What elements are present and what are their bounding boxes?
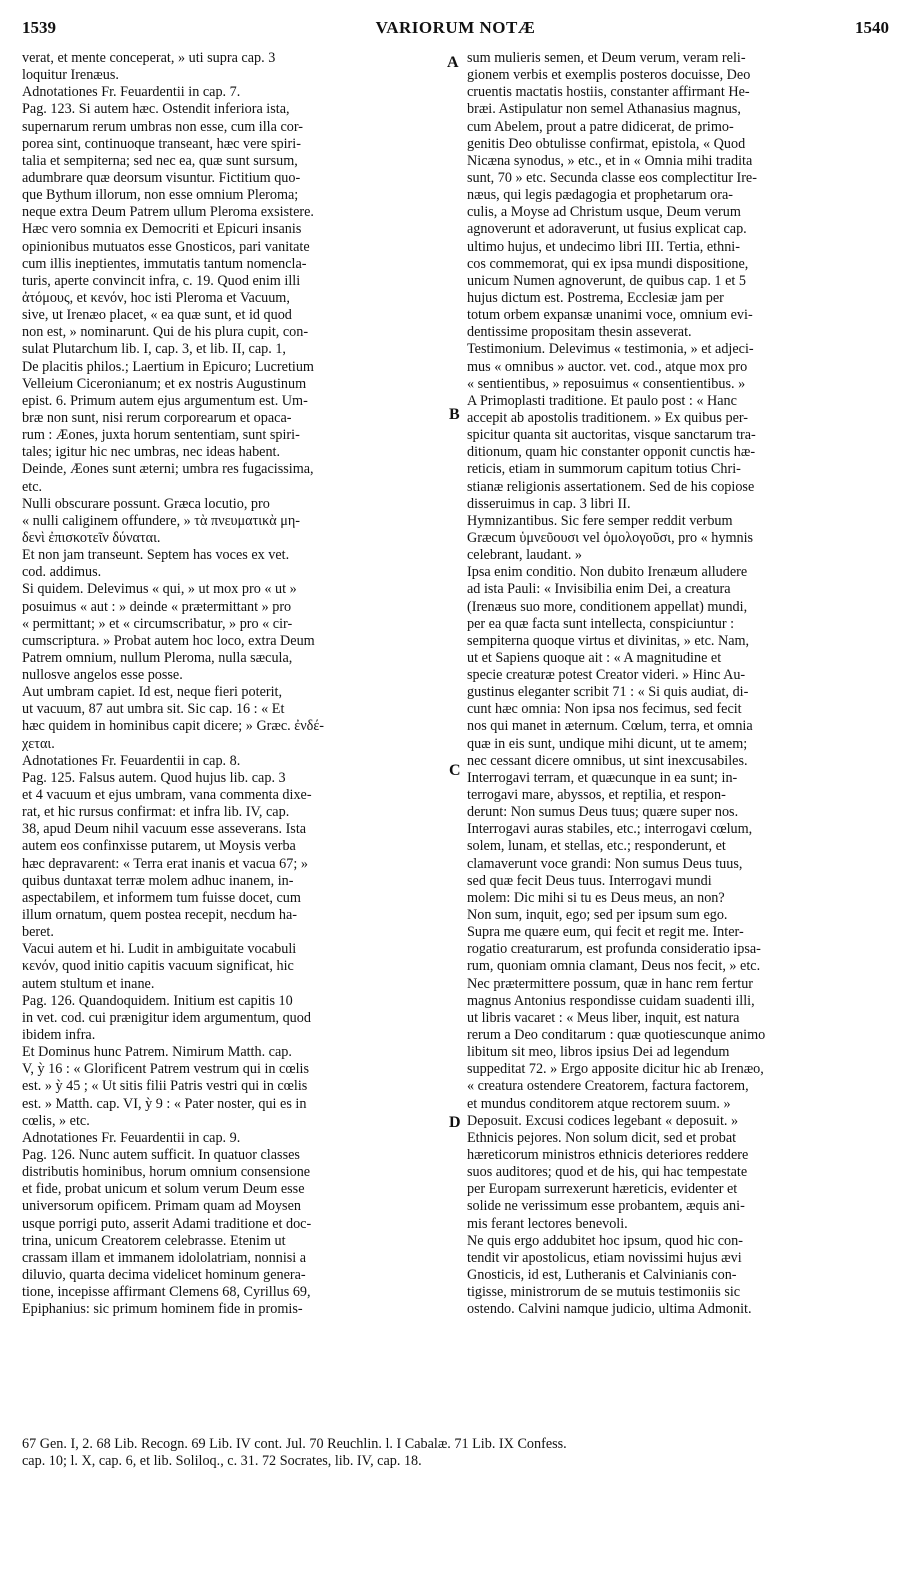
text-line: culis, a Moyse ad Christum usque, Deum verum [467, 204, 741, 221]
text-line: cod. addimus. [22, 564, 102, 581]
text-line: aspectabilem, et informem tum fuisse docet, cum [22, 889, 301, 906]
text-line: De placitis philos.; Laertium in Epicuro; Lucretium [22, 358, 314, 375]
text-line: beret. [22, 924, 54, 941]
text-line: talia et sempiterna; sed nec ea, quæ sunt sursum, [22, 152, 298, 169]
text-line: Non sum, inquit, ego; sed per ipsum sum ego. [467, 907, 728, 924]
text-line: Velleium Ciceronianum; et ex nostris Augustinum [22, 375, 307, 392]
right-page-number: 1540 [855, 18, 889, 37]
text-line: epist. 6. Primum autem ejus argumentum est. Um- [22, 392, 308, 409]
text-line: turis, aperte convincit infra, c. 19. Quod enim illi [22, 272, 301, 289]
text-line: Nulli obscurare possunt. Græca locutio, pro [22, 495, 270, 512]
footnote-line: cap. 10; l. X, cap. 6, et lib. Soliloq., c. 31. 72 Socrates, lib. IV, cap. 18. [22, 1453, 422, 1470]
text-line: est. » ỳ 45 ; « Ut sitis filii Patris vestri qui in cœlis [22, 1078, 308, 1095]
text-line: disseruimus in cap. 3 libri II. [467, 495, 631, 512]
text-line: ἀτόμους, et κενόν, hoc isti Pleroma et Vacuum, [22, 289, 290, 306]
text-line: terrogavi mare, abyssos, et reptilia, et respon- [467, 787, 726, 804]
text-line: Testimonium. Delevimus « testimonia, » et adjeci- [467, 341, 754, 358]
text-line: gustinus eleganter scribit 71 : « Si quis audiat, di- [467, 684, 749, 701]
text-line: Pag. 126. Nunc autem sufficit. In quatuor classes [22, 1147, 300, 1163]
footnotes [22, 1436, 889, 1470]
text-line: Interrogavi auras stabiles, etc.; interrogavi cœlum, [467, 821, 753, 838]
text-line: derunt: Non sumus Deus tuus; quære super nos. [467, 804, 739, 821]
text-line: Si quidem. Delevimus « qui, » ut mox pro « ut » [22, 581, 297, 598]
text-line: tigisse, ministrorum de se mutuis testimoniis sic [467, 1284, 741, 1301]
text-line: Aut umbram capiet. Id est, neque fieri poterit, [22, 684, 283, 701]
footnote-line: 67 Gen. I, 2. 68 Lib. Recogn. 69 Lib. IV cont. Jul. 70 Reuchlin. l. I Cabalæ. 71 Lib. IX Confess. [22, 1436, 567, 1452]
text-line: supernarum rerum umbras non esse, cum illa cor- [22, 118, 304, 135]
text-line: Pag. 125. Falsus autem. Quod hujus lib. cap. 3 [22, 769, 286, 786]
text-line: sed quæ fecit Deus tuus. Interrogavi mundi [467, 872, 712, 889]
text-line: quæ in eis sunt, undique mihi dicunt, ut te amem; [467, 735, 748, 752]
text-line: dentissime propositam thesin asseverat. [467, 324, 692, 341]
margin-marker-c: C [449, 762, 461, 779]
text-line: agnoverunt et adoraverunt, ut fusius explicat cap. [467, 221, 747, 238]
text-line: quibus duntaxat terræ molem adhuc inanem, in- [22, 872, 294, 889]
text-line: (Irenæus suo more, conditionem appellat) mundi, [467, 598, 748, 615]
text-line: 38, apud Deum nihil vacuum esse asseverans. Ista [22, 821, 307, 838]
right-column [467, 50, 889, 1318]
text-line: ad ista Pauli: « Invisibilia enim Dei, a creatura [467, 581, 731, 598]
text-line: Deposuit. Excusi codices legebant « deposuit. » [467, 1112, 739, 1129]
text-line: que Bythum illorum, non esse omnium Pleroma; [22, 187, 299, 204]
left-page-number: 1539 [22, 18, 56, 37]
text-line: accepit ab apostolis traditionem. » Ex quibus per- [467, 409, 749, 426]
text-line: genitis Deo obtulisse confirmat, epistola, « Quod [467, 135, 746, 152]
text-line: Adnotationes Fr. Feuardentii in cap. 9. [22, 1129, 241, 1146]
text-line: cos commemorat, qui ex ipsa mundi dispositione, [467, 255, 749, 272]
text-line: ut vacuum, 87 aut umbra sit. Sic cap. 16 : « Et [22, 701, 285, 718]
text-line: et mundus conditorem atque rectorem suum. » [467, 1095, 731, 1112]
margin-marker-d: D [449, 1114, 461, 1131]
text-line: loquitur Irenæus. [22, 67, 119, 84]
text-line: tales; igitur hic nec umbras, nec ideas habent. [22, 444, 281, 461]
text-line: næus, qui legis pædagogia et prophetarum ora- [467, 187, 733, 204]
text-line: rum, quoniam omnia clamant, Deus nos fecit, » etc. [467, 958, 761, 975]
text-line: mis ferant lectores benevoli. [467, 1215, 628, 1232]
text-line: posuimus « aut : » deinde « prætermittant » pro [22, 598, 292, 615]
text-line: ut et Sapiens quoque ait : « A magnitudine et [467, 649, 722, 666]
text-line: universorum opificem. Primam quam ad Moysen [22, 1198, 301, 1215]
text-line: cum Abelem, prout a patre didicerat, de primo- [467, 118, 734, 135]
text-line: crassam illam et immanem idololatriam, nonnisi a [22, 1249, 307, 1266]
text-line: « creatura ostendere Creatorem, factura factorem, [467, 1078, 749, 1095]
text-line: bræ non sunt, nisi rerum corporearum et opaca- [22, 409, 292, 426]
text-line: Ethnicis pejores. Non solum dicit, sed et probat [467, 1129, 737, 1146]
text-line: Pag. 123. Si autem hæc. Ostendit inferiora ista, [22, 101, 290, 118]
text-line: porea sint, continuoque transeant, hæc vere spiri- [22, 135, 301, 152]
text-line: ibidem infra. [22, 1027, 96, 1044]
text-line: per Europam surrexerunt hæreticis, evidenter et [467, 1181, 738, 1198]
text-line: rum : Æones, juxta horum sententiam, sunt spiri- [22, 427, 300, 444]
text-line: Græcum ὑμνεῦουσι vel ὁμολογοῦσι, pro « hymnis [467, 529, 754, 546]
text-line: opinionibus mutuatos esse Gnosticos, pari vanitate [22, 238, 310, 255]
text-line: magnus Antonius respondisse cuidam suadenti illi, [467, 992, 755, 1009]
text-line: χεται. [22, 735, 55, 752]
text-line: molem: Dic mihi si tu es Deus meus, an non? [467, 889, 725, 906]
text-line: sunt, 70 » etc. Secunda classe eos complectitur Ire- [467, 169, 757, 186]
text-line: sulat Plutarchum lib. I, cap. 3, et lib. II, cap. 1, [22, 341, 286, 358]
text-line: V, ỳ 16 : « Glorificent Patrem vestrum qui in cœlis [22, 1061, 309, 1078]
text-line: libitum sit meo, libros ipsius Dei ad legendum [467, 1044, 730, 1061]
text-line: specie creaturæ potest Creator videri. » Hinc Au- [467, 667, 746, 684]
text-line: usque porrigi puto, asserit Adami traditione et doc- [22, 1215, 312, 1232]
text-line: mus « omnibus » auctor. vet. cod., atque mox pro [467, 358, 748, 375]
text-line: autem stultum et inane. [22, 975, 155, 992]
text-line: sive, ut Irenæo placet, « ea quæ sunt, et id quod [22, 307, 292, 324]
text-line: « permittant; » et « circumscribatur, » pro « cir- [22, 615, 293, 632]
text-line: cunt hæc omnia: Non ipsa nos fecimus, sed fecit [467, 701, 742, 718]
text-line: Adnotationes Fr. Feuardentii in cap. 7. [22, 84, 241, 101]
text-line: unicum Numen agnoverunt, de quibus cap. 1 et 5 [467, 272, 746, 289]
text-line: bræi. Astipulatur non semel Athanasius magnus, [467, 101, 741, 118]
text-line: et 4 vacuum et ejus umbram, vana commenta dixe- [22, 787, 312, 804]
text-line: stianæ religionis assertationem. Sed de his copiose [467, 478, 755, 495]
text-line: et fide, probat unicum et solum verum Deum esse [22, 1181, 305, 1198]
text-line: solem, lunam, et stellas, etc.; responderunt, et [467, 838, 726, 855]
text-line: nec cessant dicere omnibus, ut sint inexcusabiles. [467, 752, 748, 769]
running-title: VARIORUM NOTÆ [375, 18, 536, 37]
text-line: Vacui autem et hi. Ludit in ambiguitate vocabuli [22, 941, 297, 958]
text-line: totum orbem expansæ unanimi voce, omnium evi- [467, 307, 753, 324]
text-line: hujus dictum est. Postrema, Ecclesiæ jam per [467, 289, 724, 306]
text-line: illum ornatum, quem postea recepit, necdum ha- [22, 907, 297, 924]
text-line: ut libris vacaret : « Meus liber, inquit, est natura [467, 1009, 740, 1026]
left-column [22, 50, 444, 1318]
text-line: clamaverunt voce grandi: Non sumus Deus tuus, [467, 855, 743, 872]
text-line: Hæc vero somnia ex Democriti et Epicuri insanis [22, 221, 302, 238]
text-line: Nec prætermittere possum, quæ in hanc rem fertur [467, 975, 754, 992]
text-line: tendit vir apostolicus, etiam novissimi hujus ævi [467, 1249, 742, 1266]
text-line: nos qui manet in æternum. Cœlum, terra, et omnia [467, 718, 753, 735]
text-line: Adnotationes Fr. Feuardentii in cap. 8. [22, 752, 241, 769]
text-line: Gnosticis, id est, Lutheranis et Calvinianis con- [467, 1266, 737, 1283]
text-line: Pag. 126. Quandoquidem. Initium est capitis 10 [22, 992, 293, 1009]
text-line: ditionum, quam hic constanter opponit cunctis hæ- [467, 444, 756, 461]
text-line: hæc quidem in hominibus capit dicere; » Græc. ἐνδέ- [22, 718, 325, 735]
text-line: cœlis, » etc. [22, 1112, 90, 1129]
text-line: reticis, etiam in summorum capitum totius Chri- [467, 461, 741, 478]
margin-marker-b: B [449, 406, 460, 423]
text-line: Epiphanius: sic primum hominem fide in promis- [22, 1301, 303, 1318]
text-line: Ne quis ergo addubitet hoc ipsum, quod hic con- [467, 1232, 743, 1249]
text-line: Hymnizantibus. Sic fere semper reddit verbum [467, 512, 733, 529]
text-line: celebrant, laudant. » [467, 547, 583, 564]
text-line: rerum a Deo conditarum : quæ quotiescunque animo [467, 1027, 766, 1044]
text-line: « sentientibus, » reposuimus « consentientibus. » [467, 375, 746, 392]
text-line: non est, » nominarunt. Qui de his plura cupit, con- [22, 324, 309, 341]
text-line: sum mulieris semen, et Deum verum, veram reli- [467, 50, 746, 66]
text-line: trina, unicum Creatorem celebrasse. Etenim ut [22, 1232, 286, 1249]
text-line: neque extra Deum Patrem ullum Pleroma exsistere. [22, 204, 314, 221]
text-line: rogatio creaturarum, est profunda consideratio ipsa- [467, 941, 761, 958]
text-line: hæreticorum ministros ethnicis deteriores reddere [467, 1147, 749, 1163]
text-line: Ipsa enim conditio. Non dubito Irenæum alludere [467, 564, 748, 581]
text-line: rat, et hic rursus confirmat: et infra lib. IV, cap. [22, 804, 290, 821]
text-line: Supra me quære eum, qui fecit et regit me. Inter- [467, 924, 744, 941]
text-line: Deinde, Æones sunt æterni; umbra res fugacissima, [22, 461, 314, 478]
text-line: spicitur quanta sit auctoritas, visque sanctarum tra- [467, 427, 756, 444]
text-line: Nicæna synodus, » etc., et in « Omnia mihi tradita [467, 152, 753, 169]
text-line: etc. [22, 478, 43, 495]
text-line: in vet. cod. cui prænigitur idem argumentum, quod [22, 1009, 311, 1026]
text-line: cruentis mactatis hostiis, constanter affirmant He- [467, 84, 750, 101]
text-line: Et Dominus hunc Patrem. Nimirum Matth. cap. [22, 1044, 292, 1061]
text-line: A Primoplasti traditione. Et paulo post : « Hanc [467, 392, 737, 409]
text-line: adumbrare quæ deorsum visuntur. Fictitium quo- [22, 169, 301, 186]
text-line: sempiterna quoque virtus et divinitas, » etc. Nam, [467, 632, 750, 649]
text-line: suos auditores; quod et de his, qui hac tempestate [467, 1164, 748, 1181]
text-line: per ea quæ facta sunt intellecta, conspiciuntur : [467, 615, 735, 632]
text-line: hæc depravarent: « Terra erat inanis et vacua 67; » [22, 855, 308, 872]
text-line: tione, incepisse affirmant Clemens 68, Cyrillus 69, [22, 1284, 311, 1301]
text-line: est. » Matth. cap. VI, ỳ 9 : « Pater noster, qui es in [22, 1095, 307, 1112]
text-line: distributis hominibus, horum omnium consensione [22, 1164, 311, 1181]
text-line: κενόν, quod initio capitis vacuum significat, hic [22, 958, 294, 975]
text-line: Patrem omnium, nullum Pleroma, nulla sæcula, [22, 649, 293, 666]
text-line: verat, et mente conceperat, » uti supra cap. 3 [22, 50, 276, 66]
text-line: cum illis ineptientes, immutatis tantum nomencla- [22, 255, 307, 272]
text-line: ostendo. Calvini namque judicio, ultima Admonit. [467, 1301, 752, 1318]
text-line: cumscriptura. » Probat autem hoc loco, extra Deum [22, 632, 315, 649]
page-header [22, 18, 889, 42]
text-line: solide ne verissimum esse probantem, æquis ani- [467, 1198, 745, 1215]
text-line: Interrogavi terram, et quæcunque in ea sunt; in- [467, 769, 738, 786]
text-line: nullosve angelos esse posse. [22, 667, 183, 684]
text-line: δενὶ ἐπισκοτεῖν δύναται. [22, 529, 161, 546]
text-line: Et non jam transeunt. Septem has voces ex vet. [22, 547, 290, 564]
text-line: suppeditat 72. » Ergo apposite dicitur hic ab Irenæo, [467, 1061, 764, 1078]
text-line: gionem verbis et exemplis posteros docuisse, Deo [467, 67, 751, 84]
margin-marker-a: A [447, 54, 459, 71]
text-line: « nulli caliginem offundere, » τὰ πνευματικὰ μη- [22, 512, 300, 529]
text-line: ultimo hujus, et undecimo libri III. Tertia, ethni- [467, 238, 740, 255]
text-line: diluvio, quarta decima videlicet hominum genera- [22, 1266, 306, 1283]
text-line: autem eos confinxisse putarem, ut Moysis verba [22, 838, 296, 855]
